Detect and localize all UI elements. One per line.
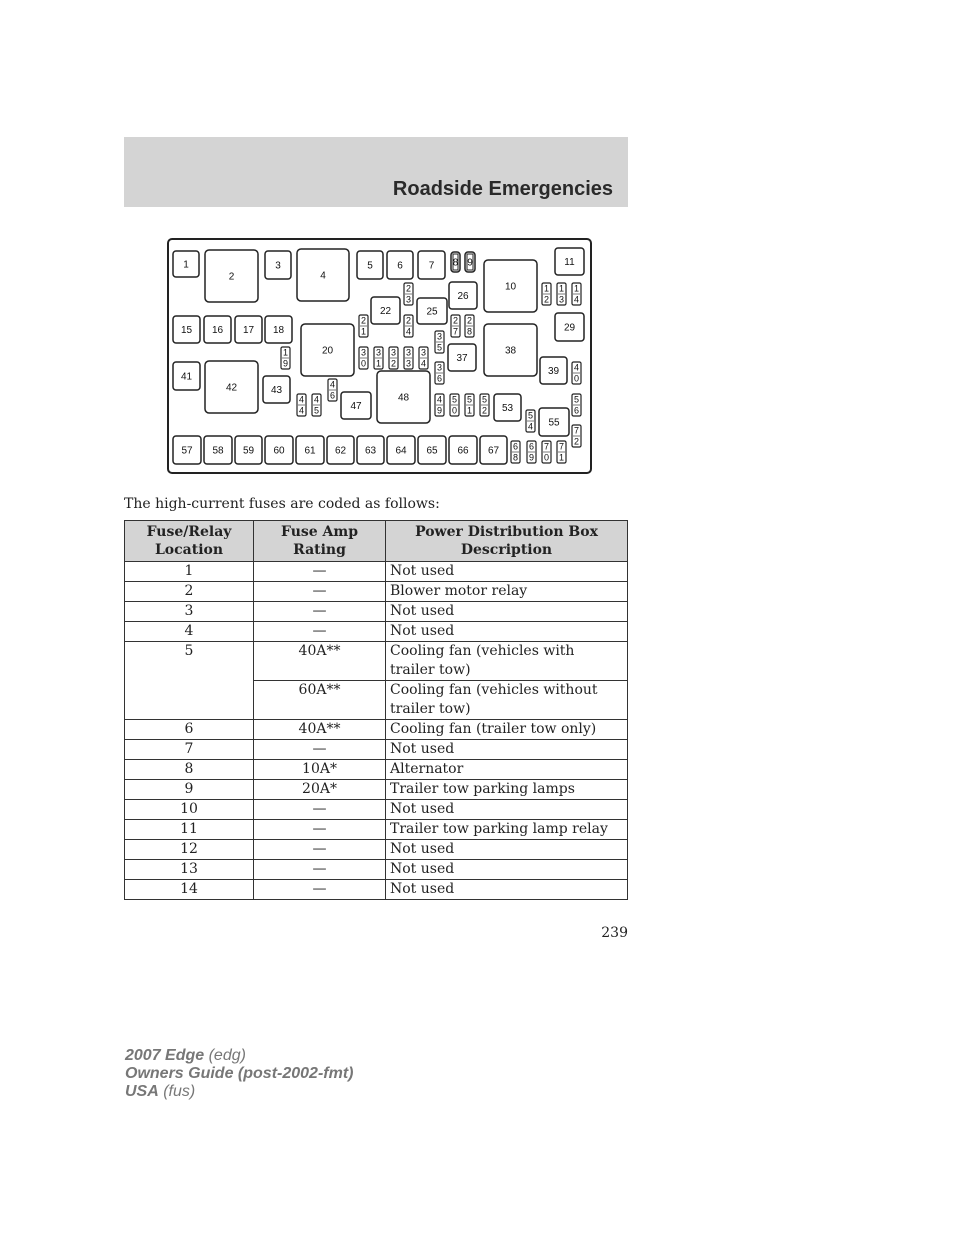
fuse-label: 5: [451, 394, 458, 405]
cell-rating: —: [254, 860, 386, 880]
fuse-label: 4: [573, 294, 580, 305]
cell-rating: 40A**: [254, 642, 386, 681]
fuse-label: 5: [527, 410, 534, 421]
fuse-label: 5: [573, 394, 580, 405]
fuse-63: [357, 436, 384, 464]
fuse-label: 47: [350, 401, 362, 412]
fuse-label: 2: [390, 358, 397, 369]
table-row: [125, 562, 628, 582]
fuse-label: 20: [321, 345, 334, 357]
footer-line-3: [125, 1083, 353, 1101]
fuse-31: [374, 347, 383, 369]
fuse-54: [526, 410, 535, 432]
fuse-label: 1: [466, 405, 473, 416]
fuse-49: [435, 394, 444, 416]
fuse-10: [484, 260, 537, 312]
cell-description: Trailer tow parking lamps: [386, 780, 628, 800]
fuse-label: 1: [375, 358, 382, 369]
fuse-60: [265, 436, 293, 464]
fuse-66: [449, 436, 477, 464]
fuse-44: [297, 394, 306, 416]
cell-location: 6: [125, 720, 254, 740]
cell-rating: —: [254, 880, 386, 900]
fuse-30: [359, 347, 368, 369]
fuse-label: 9: [282, 358, 289, 369]
fuse-36: [435, 362, 444, 384]
fuse-label: 2: [466, 315, 473, 326]
fuse-42: [205, 361, 258, 413]
fuse-label: 4: [320, 270, 326, 282]
fuse-3: [265, 251, 291, 279]
fuse-45: [312, 394, 321, 416]
fuse-70: [542, 441, 551, 463]
cell-location: 7: [125, 740, 254, 760]
cell-location: 5: [125, 642, 254, 720]
fuse-label: 9: [467, 257, 473, 269]
fuse-16: [204, 316, 231, 343]
cell-description: Not used: [386, 562, 628, 582]
fuse-label: 3: [420, 347, 427, 358]
fuse-11: [555, 248, 584, 275]
fuse-label: 2: [228, 271, 235, 283]
fuse-label: 62: [334, 445, 347, 457]
cell-description: Not used: [386, 860, 628, 880]
fuse-58: [204, 436, 232, 464]
cell-location: 12: [125, 840, 254, 860]
fuse-label: 3: [275, 260, 281, 272]
fuse-52: [480, 394, 489, 416]
fuse-33: [404, 347, 413, 369]
cell-rating: —: [254, 602, 386, 622]
fuse-55: [539, 408, 569, 436]
fuse-label: 39: [547, 366, 560, 377]
fuse-53: [494, 394, 521, 421]
fuse-28: [465, 315, 474, 337]
cell-location: 4: [125, 622, 254, 642]
fuse-label: 3: [405, 294, 412, 305]
table-row: [125, 642, 628, 681]
fuse-label: 1: [573, 283, 580, 294]
table-row: [125, 800, 628, 820]
cell-rating: —: [254, 562, 386, 582]
fuse-label: 1: [360, 326, 367, 337]
table-row: [125, 840, 628, 860]
section-header: [124, 137, 628, 207]
fuse-label: 5: [466, 394, 473, 405]
cell-description: Cooling fan (vehicles without trailer tow): [386, 681, 628, 720]
fuse-47: [341, 392, 371, 419]
fuse-label: 5: [436, 342, 443, 353]
column-header-rating: Fuse Amp Rating: [254, 521, 386, 562]
footer-guide: Owners Guide (post-2002-fmt): [125, 1065, 354, 1082]
fuse-label: 4: [420, 358, 427, 369]
fuse-34: [419, 347, 428, 369]
fuse-12: [542, 283, 551, 305]
fuse-label: 2: [543, 294, 550, 305]
cell-location: 2: [125, 582, 254, 602]
fuse-15: [173, 316, 200, 343]
table-row: [125, 602, 628, 622]
fuse-label: 6: [436, 373, 443, 384]
fuse-22: [371, 297, 400, 324]
fuse-label: 3: [405, 358, 412, 369]
fuse-label: 48: [397, 392, 410, 404]
cell-location: 13: [125, 860, 254, 880]
fuse-label: 64: [395, 445, 407, 457]
column-header-location: Fuse/Relay Location: [125, 521, 254, 562]
fuse-label: 6: [329, 390, 336, 401]
fuse-label: 1: [282, 347, 289, 358]
fuse-label: 5: [313, 405, 320, 416]
fuse-label: 2: [405, 315, 412, 326]
fuse-39: [540, 357, 567, 384]
fuse-14: [572, 283, 581, 305]
table-row: [125, 820, 628, 840]
fuse-box-diagram: [167, 238, 593, 476]
fuse-label: 0: [451, 405, 458, 416]
fuse-label: 10: [504, 281, 517, 293]
fuse-label: 3: [436, 331, 443, 342]
fuse-label: 8: [466, 326, 473, 337]
fuse-24: [404, 315, 413, 337]
fuse-label: 3: [558, 294, 565, 305]
footer-market-code: (fus): [158, 1083, 196, 1100]
fuse-38: [484, 324, 537, 376]
cell-rating: —: [254, 740, 386, 760]
fuse-label: 3: [360, 347, 367, 358]
footer-line-1: [125, 1047, 353, 1065]
fuse-label: 63: [364, 445, 377, 457]
fuse-67: [480, 436, 507, 464]
fuse-label: 38: [504, 345, 517, 357]
column-header-description: Power Distribution Box Description: [386, 521, 628, 562]
fuse-label: 3: [436, 362, 443, 373]
fuse-label: 2: [573, 436, 580, 447]
fuse-43: [263, 376, 290, 403]
fuse-41: [173, 362, 200, 390]
fuse-50: [450, 394, 459, 416]
cell-location: 3: [125, 602, 254, 622]
fuse-9: [465, 252, 475, 272]
fuse-65: [418, 436, 446, 464]
cell-description: Not used: [386, 880, 628, 900]
fuse-label: 3: [390, 347, 397, 358]
table-row: [125, 622, 628, 642]
fuse-label: 1: [558, 283, 565, 294]
fuse-label: 4: [313, 394, 320, 405]
fuse-37: [448, 344, 476, 371]
fuse-label: 5: [481, 394, 488, 405]
cell-description: Not used: [386, 800, 628, 820]
fuse-label: 17: [242, 325, 255, 336]
fuse-19: [281, 347, 290, 369]
fuse-label: 6: [512, 441, 519, 452]
fuse-label: 66: [457, 445, 469, 457]
fuse-label: 7: [558, 441, 565, 452]
fuse-label: 7: [543, 441, 550, 452]
fuse-label: 18: [272, 325, 285, 336]
fuse-48: [377, 371, 430, 423]
cell-location: 11: [125, 820, 254, 840]
fuse-label: 8: [452, 257, 459, 269]
fuse-label: 4: [405, 326, 412, 337]
fuse-label: 43: [270, 385, 283, 396]
cell-description: Not used: [386, 740, 628, 760]
fuse-label: 7: [428, 260, 435, 272]
fuse-label: 9: [528, 452, 535, 463]
fuse-5: [357, 251, 383, 279]
fuse-7: [418, 251, 445, 279]
fuse-61: [296, 436, 324, 464]
table-row: [125, 740, 628, 760]
fuse-57: [173, 436, 201, 464]
fuse-27: [451, 315, 460, 337]
footer-market: USA: [125, 1083, 159, 1100]
section-title: Roadside Emergencies: [392, 178, 613, 200]
footer: [125, 1047, 353, 1101]
cell-rating: 10A*: [254, 760, 386, 780]
fuse-label: 6: [573, 405, 580, 416]
fuse-label: 1: [543, 283, 550, 294]
cell-description: Trailer tow parking lamp relay: [386, 820, 628, 840]
fuse-label: 0: [543, 452, 550, 463]
fuse-6: [387, 251, 413, 279]
fuse-label: 11: [564, 257, 575, 268]
fuse-label: 6: [528, 441, 535, 452]
fuse-label: 7: [573, 425, 580, 436]
fuse-72: [572, 425, 581, 447]
fuse-label: 65: [426, 445, 438, 457]
fuse-label: 4: [573, 362, 580, 373]
fuse-label: 58: [212, 445, 224, 457]
fuse-20: [301, 324, 354, 376]
fuse-40: [572, 362, 581, 384]
fuse-51: [465, 394, 474, 416]
cell-description: Cooling fan (vehicles with trailer tow): [386, 642, 628, 681]
cell-rating: —: [254, 622, 386, 642]
footer-model-code: (edg): [204, 1047, 246, 1064]
fuse-label: 3: [405, 347, 412, 358]
fuse-35: [435, 331, 444, 353]
fuse-table: [124, 520, 628, 900]
cell-description: Not used: [386, 840, 628, 860]
fuse-label: 1: [183, 259, 189, 271]
fuse-18: [265, 316, 292, 343]
fuse-label: 2: [452, 315, 459, 326]
fuse-label: 15: [180, 325, 193, 336]
fuse-label: 57: [181, 445, 193, 457]
cell-rating: —: [254, 820, 386, 840]
fuse-label: 2: [481, 405, 488, 416]
fuse-56: [572, 394, 581, 416]
table-row: [125, 860, 628, 880]
fuse-64: [387, 436, 415, 464]
cell-location: 1: [125, 562, 254, 582]
cell-description: Cooling fan (trailer tow only): [386, 720, 628, 740]
fuse-46: [328, 379, 337, 401]
cell-location: 9: [125, 780, 254, 800]
cell-description: Not used: [386, 602, 628, 622]
fuse-label: 53: [501, 403, 514, 414]
fuse-label: 5: [367, 260, 373, 272]
fuse-label: 6: [397, 260, 403, 272]
fuse-4: [297, 249, 349, 301]
cell-description: Blower motor relay: [386, 582, 628, 602]
fuse-23: [404, 283, 413, 305]
fuse-label: 16: [211, 325, 224, 336]
fuse-label: 42: [225, 382, 238, 394]
fuse-1: [173, 251, 199, 277]
fuse-label: 2: [405, 283, 412, 294]
fuse-25: [417, 298, 447, 324]
fuse-label: 0: [573, 373, 580, 384]
fuse-32: [389, 347, 398, 369]
fuse-label: 67: [487, 445, 500, 457]
fuse-8: [451, 252, 460, 272]
cell-rating: —: [254, 582, 386, 602]
table-row: [125, 760, 628, 780]
cell-rating: —: [254, 840, 386, 860]
footer-line-2: [125, 1065, 353, 1083]
cell-location: 14: [125, 880, 254, 900]
fuse-69: [527, 441, 536, 463]
fuse-21: [359, 315, 368, 337]
fuse-label: 4: [298, 394, 305, 405]
fuse-label: 22: [379, 306, 392, 317]
fuse-2: [205, 250, 258, 302]
fuse-label: 2: [360, 315, 367, 326]
fuse-label: 4: [298, 405, 305, 416]
fuse-label: 25: [426, 306, 438, 318]
fuse-label: 55: [548, 417, 560, 429]
intro-text: The high-current fuses are coded as follows:: [124, 496, 440, 512]
cell-rating: —: [254, 800, 386, 820]
cell-description: Alternator: [386, 760, 628, 780]
table-header-row: [125, 521, 628, 562]
fuse-label: 9: [436, 405, 443, 416]
fuse-label: 0: [360, 358, 367, 369]
fuse-label: 60: [273, 445, 285, 457]
table-row: [125, 880, 628, 900]
cell-rating: 40A**: [254, 720, 386, 740]
table-row: [125, 720, 628, 740]
fuse-13: [557, 283, 566, 305]
fuse-label: 7: [452, 326, 459, 337]
fuse-label: 61: [304, 445, 316, 457]
cell-location: 8: [125, 760, 254, 780]
fuse-label: 37: [456, 353, 468, 364]
footer-model: 2007 Edge: [125, 1047, 205, 1064]
fuse-label: 4: [436, 394, 443, 405]
page-number: 239: [601, 925, 628, 941]
table-row: [125, 780, 628, 800]
fuse-29: [555, 313, 584, 341]
fuse-62: [327, 436, 354, 464]
fuse-71: [557, 441, 566, 463]
fuse-label: 3: [375, 347, 382, 358]
fuse-label: 29: [563, 322, 576, 334]
fuse-label: 26: [457, 291, 469, 302]
fuse-label: 41: [180, 371, 193, 383]
cell-rating: 60A**: [254, 681, 386, 720]
cell-description: Not used: [386, 622, 628, 642]
fuse-17: [235, 316, 262, 343]
fuse-label: 4: [329, 379, 336, 390]
fuse-label: 8: [512, 452, 519, 463]
fuse-26: [449, 282, 477, 309]
fuse-59: [235, 436, 262, 464]
table-row: [125, 582, 628, 602]
fuse-label: 4: [527, 421, 534, 432]
fuse-label: 1: [558, 452, 565, 463]
cell-rating: 20A*: [254, 780, 386, 800]
cell-location: 10: [125, 800, 254, 820]
fuse-68: [511, 441, 520, 463]
fuse-label: 59: [242, 445, 255, 457]
